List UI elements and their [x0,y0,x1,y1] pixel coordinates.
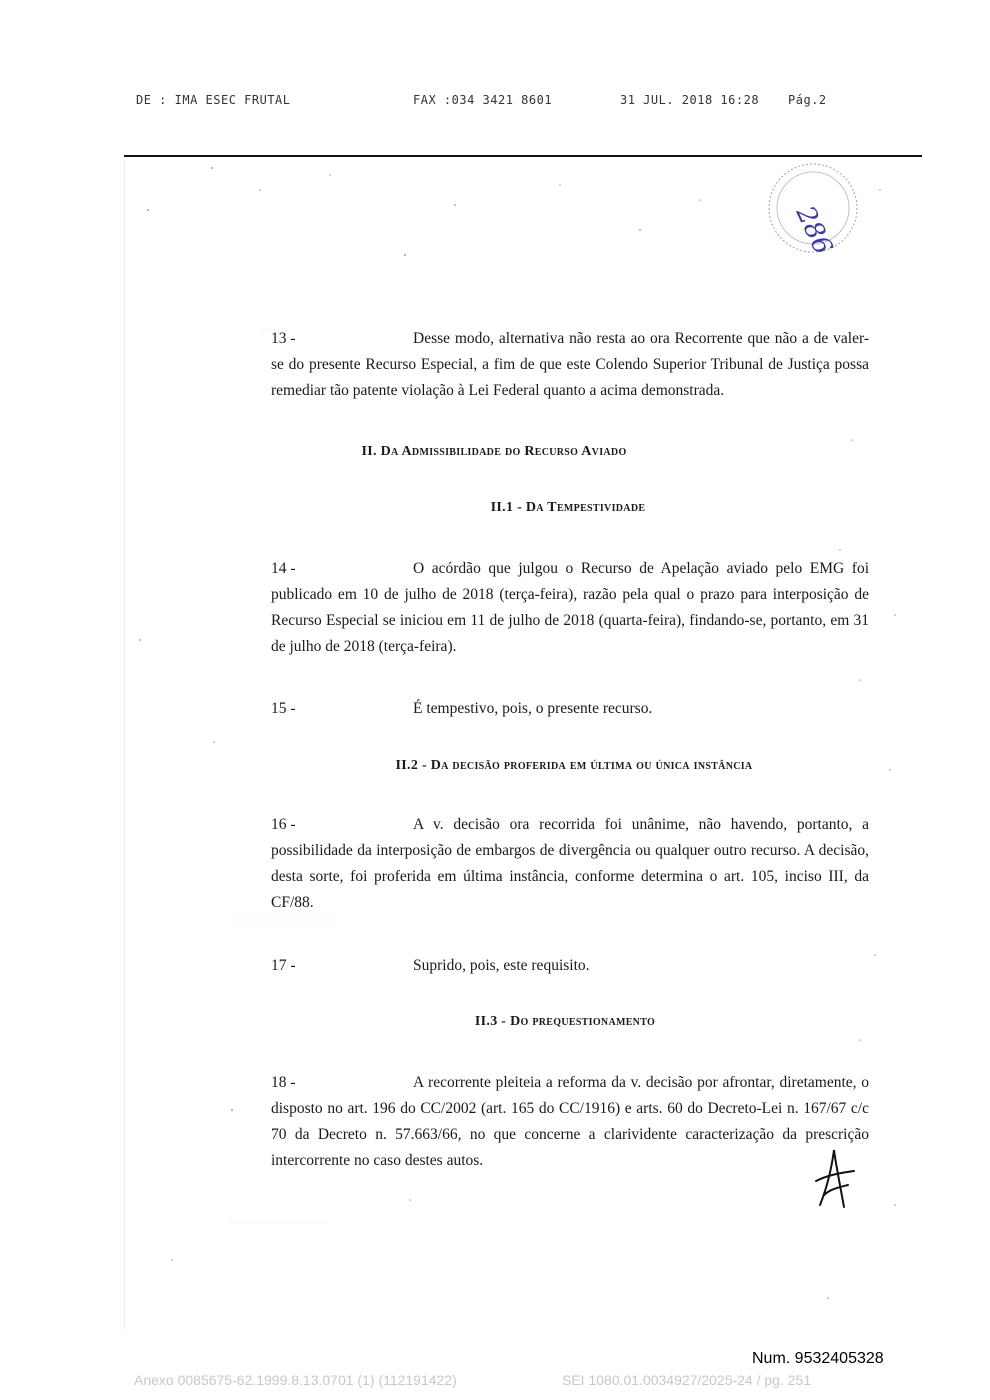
fax-number: FAX :034 3421 8601 [413,93,553,107]
paragraph-number: 18 - [271,1074,296,1091]
paragraph-number: 17 - [271,957,296,974]
protocol-stamp [765,160,865,260]
paragraph-text: Suprido, pois, este requisito. [413,957,590,974]
paragraph-18 [271,1070,869,1174]
paragraph-text: A v. decisão ora recorrida foi unânime, não havendo, portanto, a possibilidade da interposição de embargos de divergência ou qualquer outro recurso. A decisão, desta sorte, foi proferida em última instância, conforme determina o art. 105, inciso III, da CF/88. [271,816,869,911]
heading-tempestividade: II.1 - Da Tempestividade [490,500,646,515]
initials-signature [810,1145,860,1215]
paragraph-number: 16 - [271,816,296,833]
paragraph-number: 15 - [271,700,296,717]
fax-page: Pág.2 [788,93,827,107]
document-number: Num. 9532405328 [752,1350,884,1367]
heading-prequestionamento: II.3 - Do prequestionamento [474,1014,656,1029]
paragraph-text: Desse modo, alternativa não resta ao ora Recorrente que não a de valer-se do presente Recurso Especial, a fim de que este Colendo Superior Tribunal de Justiça possa remediar tão patente violação à Lei Federal quanto a acima demonstrada. [271,330,869,399]
paragraph-14 [271,556,869,660]
paragraph-number: 13 - [271,330,296,347]
heading-decisao: II.2 - Da decisão proferida em última ou única instância [395,758,753,773]
fax-sender: DE : IMA ESEC FRUTAL [136,93,291,107]
paragraph-15 [271,696,869,722]
paragraph-17 [271,953,869,979]
heading-admissibilidade: II. Da Admissibilidade do Recurso Aviado [361,444,627,459]
stamp-number: 286 [789,201,838,260]
paragraph-16 [271,812,869,916]
footer-sei-reference: SEI 1080.01.0034927/2025-24 / pg. 251 [562,1372,812,1388]
paragraph-text: A recorrente pleiteia a reforma da v. decisão por afrontar, diretamente, o disposto no art. 196 do CC/2002 (art. 165 do CC/1916) e arts. 60 do Decreto-Lei n. 167/67 c/c 70 da Decreto n. 57.663/66, no que concerne a clarividente caracterização da prescrição intercorrente no caso destes autos. [271,1074,869,1169]
footer-annex-reference: Anexo 0085675-62.1999.8.13.0701 (1) (112191422) [134,1372,457,1388]
paragraph-text: O acórdão que julgou o Recurso de Apelação aviado pelo EMG foi publicado em 10 de julho de 2018 (terça-feira), razão pela qual o prazo para interposição de Recurso Especial se iniciou em 11 de julho de 2018 (quarta-feira), findando-se, portanto, em 31 de julho de 2018 (terça-feira). [271,560,869,655]
paragraph-number: 14 - [271,560,296,577]
header-rule [124,155,922,157]
fax-date: 31 JUL. 2018 16:28 [620,93,760,107]
paragraph-text: É tempestivo, pois, o presente recurso. [413,700,653,717]
scan-edge-line [124,160,125,1330]
paragraph-13 [271,326,869,404]
